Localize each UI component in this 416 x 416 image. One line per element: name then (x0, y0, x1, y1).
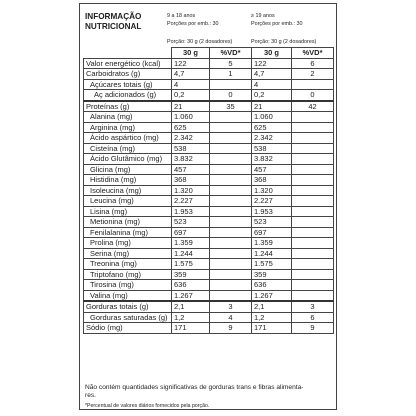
nutrient-label: Ácido aspártico (mg) (84, 133, 172, 144)
column-b-amount: 523 (252, 217, 292, 228)
title-line-1: INFORMAÇÃO (85, 12, 142, 21)
column-b-vd (292, 79, 334, 90)
column-a-amount: 625 (172, 122, 210, 133)
column-b-amount: 2.342 (252, 133, 292, 144)
column-b-amount: 625 (252, 122, 292, 133)
column-b-vd: 6 (292, 312, 334, 323)
nutrition-table (83, 47, 334, 334)
column-a-vd: 5 (210, 58, 252, 69)
column-a-amount: 0,2 (172, 90, 210, 101)
nutrient-label: Lisina (mg) (84, 206, 172, 217)
column-a-vd: 35 (210, 101, 252, 112)
column-a-vd (210, 217, 252, 228)
column-b-amount: 2,1 (252, 301, 292, 312)
column-a-amount: 122 (172, 58, 210, 69)
column-b-amount: 3.832 (252, 154, 292, 165)
panel-title (85, 12, 141, 32)
column-b-vd: 42 (292, 101, 334, 112)
table-row (84, 90, 334, 101)
column-a-amount: 1.267 (172, 290, 210, 301)
column-header-nutrient (84, 48, 172, 59)
table-row (84, 154, 334, 165)
footer-asterisk-note: *Percentual de valores diários fornecidos pela porção. (85, 403, 210, 409)
nutrient-label: Alanina (mg) (84, 112, 172, 123)
column-a-vd (210, 175, 252, 186)
table-row (84, 238, 334, 249)
column-a-amount: 697 (172, 227, 210, 238)
column-a-amount: 21 (172, 101, 210, 112)
column-a-amount: 4,7 (172, 69, 210, 80)
column-a-vd (210, 164, 252, 175)
column-b-vd: 2 (292, 69, 334, 80)
column-b-amount: 1.060 (252, 112, 292, 123)
column-b-vd (292, 259, 334, 270)
column-a-vd (210, 227, 252, 238)
table-row (84, 122, 334, 133)
table-row (84, 175, 334, 186)
nutrient-label: Gorduras totais (g) (84, 301, 172, 312)
table-row (84, 248, 334, 259)
nutrient-label: Leucina (mg) (84, 196, 172, 207)
nutrient-label: Aç adicionados (g) (84, 90, 172, 101)
column-a-vd (210, 112, 252, 123)
column-b-amount: 1.953 (252, 206, 292, 217)
column-b-vd (292, 280, 334, 291)
column-header-b-amount: 30 g (252, 48, 292, 59)
column-b-amount: 538 (252, 143, 292, 154)
column-b-amount: 1.320 (252, 185, 292, 196)
column-a-amount: 3.832 (172, 154, 210, 165)
column-b-vd: 9 (292, 323, 334, 334)
footer-note (85, 384, 303, 400)
column-a-age: 9 a 18 anos (167, 13, 196, 19)
column-a-amount: 1.953 (172, 206, 210, 217)
column-b-servings: Porções por emb.: 30 (251, 21, 303, 28)
column-a-vd (210, 133, 252, 144)
column-b-vd: 6 (292, 58, 334, 69)
table-row (84, 301, 334, 312)
column-b-vd (292, 248, 334, 259)
nutrient-label: Isoleucina (mg) (84, 185, 172, 196)
table-row (84, 196, 334, 207)
column-b-header (251, 12, 303, 29)
column-a-vd: 0 (210, 90, 252, 101)
nutrient-label: Proteínas (g) (84, 101, 172, 112)
nutrient-label: Fenilalanina (mg) (84, 227, 172, 238)
table-row (84, 58, 334, 69)
nutrient-label: Triptofano (mg) (84, 269, 172, 280)
table-row (84, 217, 334, 228)
table-row (84, 133, 334, 144)
column-b-amount: 0,2 (252, 90, 292, 101)
column-a-amount: 4 (172, 79, 210, 90)
column-b-vd (292, 290, 334, 301)
column-a-vd (210, 196, 252, 207)
table-row (84, 79, 334, 90)
column-b-amount: 21 (252, 101, 292, 112)
column-a-amount: 1.244 (172, 248, 210, 259)
column-b-age: ≥ 19 anos (251, 13, 275, 19)
column-b-amount: 171 (252, 323, 292, 334)
column-b-amount: 359 (252, 269, 292, 280)
column-b-vd (292, 217, 334, 228)
nutrient-label: Valina (mg) (84, 290, 172, 301)
column-a-amount: 2,1 (172, 301, 210, 312)
table-row (84, 69, 334, 80)
column-b-vd (292, 269, 334, 280)
nutrient-label: Açúcares totais (g) (84, 79, 172, 90)
nutrient-label: Treonina (mg) (84, 259, 172, 270)
column-b-amount: 1.267 (252, 290, 292, 301)
column-b-amount: 1.359 (252, 238, 292, 249)
nutrient-label: Metionina (mg) (84, 217, 172, 228)
column-a-amount: 523 (172, 217, 210, 228)
column-b-vd (292, 185, 334, 196)
column-a-vd (210, 79, 252, 90)
column-a-amount: 368 (172, 175, 210, 186)
column-b-amount: 368 (252, 175, 292, 186)
column-b-vd (292, 122, 334, 133)
column-b-vd (292, 206, 334, 217)
nutrient-label: Ácido Glutâmico (mg) (84, 154, 172, 165)
column-a-vd: 9 (210, 323, 252, 334)
column-b-vd: 0 (292, 90, 334, 101)
column-b-vd (292, 164, 334, 175)
column-a-vd (210, 122, 252, 133)
table-row (84, 164, 334, 175)
column-b-vd (292, 143, 334, 154)
column-a-vd (210, 290, 252, 301)
nutrient-label: Carboidratos (g) (84, 69, 172, 80)
column-a-amount: 1.320 (172, 185, 210, 196)
column-a-vd (210, 154, 252, 165)
nutrient-label: Cisteína (mg) (84, 143, 172, 154)
column-b-amount: 1.575 (252, 259, 292, 270)
table-row (84, 280, 334, 291)
nutrient-label: Tirosina (mg) (84, 280, 172, 291)
table-row (84, 112, 334, 123)
table-row (84, 227, 334, 238)
column-a-amount: 2.342 (172, 133, 210, 144)
column-a-vd (210, 206, 252, 217)
column-b-amount: 1,2 (252, 312, 292, 323)
column-a-amount: 1.060 (172, 112, 210, 123)
table-body (84, 58, 334, 333)
table-row (84, 269, 334, 280)
column-header-a-amount: 30 g (172, 48, 210, 59)
column-a-vd (210, 143, 252, 154)
column-b-vd (292, 112, 334, 123)
column-a-vd (210, 269, 252, 280)
column-a-vd (210, 259, 252, 270)
column-a-vd (210, 280, 252, 291)
nutrition-facts-panel (79, 3, 337, 410)
column-a-vd (210, 238, 252, 249)
column-a-portion: Porção: 30 g (2 dosadores) (167, 39, 233, 45)
nutrient-label: Valor energético (kcal) (84, 58, 172, 69)
column-header-b-vd: %VD* (292, 48, 334, 59)
column-a-amount: 1.359 (172, 238, 210, 249)
column-a-amount: 1,2 (172, 312, 210, 323)
column-a-servings: Porções por emb.: 30 (167, 21, 219, 28)
column-b-vd: 3 (292, 301, 334, 312)
column-b-vd (292, 133, 334, 144)
column-b-amount: 697 (252, 227, 292, 238)
table-row (84, 206, 334, 217)
column-a-vd (210, 248, 252, 259)
column-b-amount: 1.244 (252, 248, 292, 259)
table-row (84, 323, 334, 334)
nutrient-label: Histidina (mg) (84, 175, 172, 186)
column-header-a-vd: %VD* (210, 48, 252, 59)
column-a-vd: 3 (210, 301, 252, 312)
column-b-amount: 636 (252, 280, 292, 291)
column-b-vd (292, 154, 334, 165)
table-row (84, 143, 334, 154)
column-a-amount: 538 (172, 143, 210, 154)
column-a-amount: 457 (172, 164, 210, 175)
column-b-amount: 4,7 (252, 69, 292, 80)
column-a-amount: 359 (172, 269, 210, 280)
column-a-vd: 4 (210, 312, 252, 323)
column-a-header (167, 12, 219, 29)
table-row (84, 185, 334, 196)
nutrient-label: Prolina (mg) (84, 238, 172, 249)
column-b-amount: 4 (252, 79, 292, 90)
column-a-vd: 1 (210, 69, 252, 80)
table-row (84, 312, 334, 323)
nutrient-label: Sódio (mg) (84, 323, 172, 334)
column-b-vd (292, 227, 334, 238)
column-b-amount: 457 (252, 164, 292, 175)
nutrient-label: Arginina (mg) (84, 122, 172, 133)
column-a-amount: 171 (172, 323, 210, 334)
nutrient-label: Gorduras saturadas (g) (84, 312, 172, 323)
footer-note-line-1: Não contém quantidades significativas de gorduras trans e fibras alimenta- (85, 384, 304, 391)
column-b-vd (292, 238, 334, 249)
nutrient-label: Glicina (mg) (84, 164, 172, 175)
table-row (84, 259, 334, 270)
column-a-amount: 636 (172, 280, 210, 291)
table-row (84, 290, 334, 301)
table-row (84, 101, 334, 112)
nutrient-label: Serina (mg) (84, 248, 172, 259)
footer-note-line-2: res. (85, 392, 96, 399)
column-a-amount: 2.227 (172, 196, 210, 207)
column-a-amount: 1.575 (172, 259, 210, 270)
title-line-2: NUTRICIONAL (85, 22, 142, 31)
table-header-row (84, 48, 334, 59)
column-b-vd (292, 175, 334, 186)
column-a-vd (210, 185, 252, 196)
column-b-vd (292, 196, 334, 207)
column-b-amount: 2.227 (252, 196, 292, 207)
column-b-portion: Porção: 30 g (2 dosadores) (251, 39, 317, 45)
column-b-amount: 122 (252, 58, 292, 69)
